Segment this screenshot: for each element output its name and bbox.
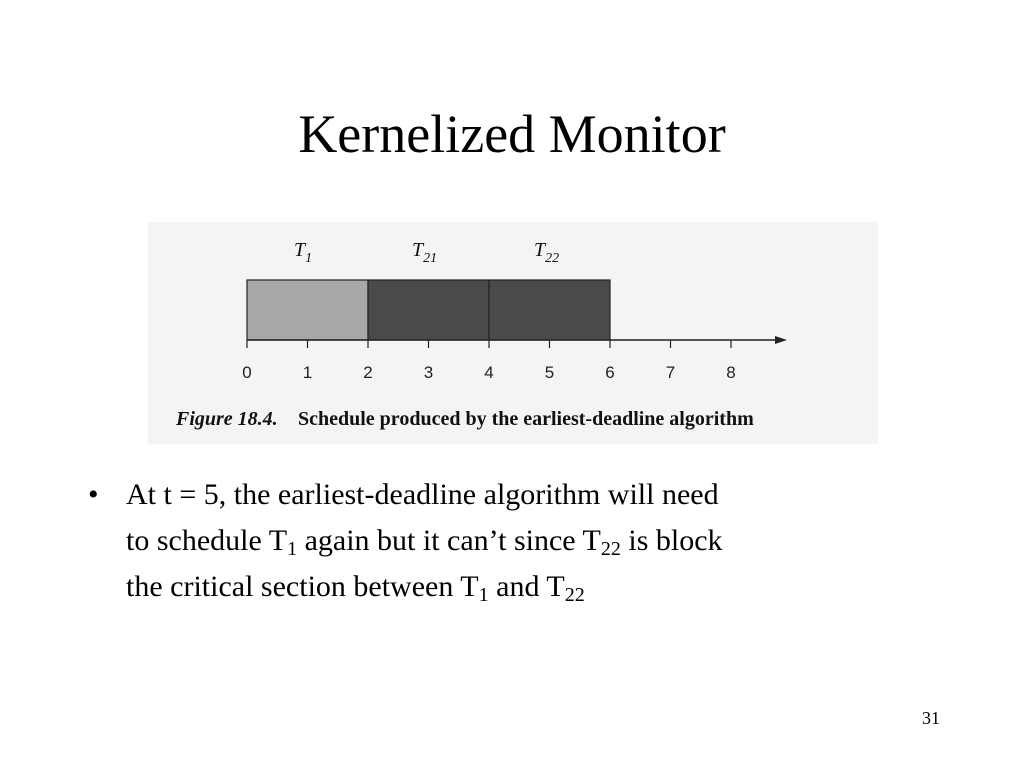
- bar-t1: [247, 280, 368, 340]
- bullet-line-3: [126, 564, 946, 610]
- figure-caption-label: Figure 18.4.: [176, 408, 278, 430]
- tick-label: 5: [544, 363, 555, 382]
- line2-text-c: is block: [620, 524, 723, 557]
- tick-label: 7: [665, 363, 676, 382]
- line3-text-b: and T: [488, 570, 565, 603]
- line3-text-a: the critical section between T: [126, 570, 479, 603]
- page-number: 31: [922, 708, 940, 728]
- task-label-t21: $T_{21}$: [412, 239, 438, 266]
- axis-arrow: [775, 336, 787, 344]
- task-label-t1: $T_1$: [294, 239, 313, 266]
- slide-title: Kernelized Monitor: [298, 104, 726, 164]
- bar-t21: [368, 280, 489, 340]
- line3-sub-b: 22: [564, 584, 585, 606]
- bullet-text: [126, 472, 946, 610]
- bullet-line-2: [126, 518, 946, 564]
- bullet-symbol: •: [88, 478, 99, 511]
- line2-sub-a: 1: [287, 538, 298, 560]
- line2-sub-b: 22: [600, 538, 621, 560]
- line3-sub-a: 1: [478, 584, 489, 606]
- tick-label: 2: [363, 363, 373, 382]
- figure-caption-text: Schedule produced by the earliest-deadline algorithm: [298, 408, 754, 430]
- schedule-chart: [148, 222, 878, 444]
- bar-t22: [489, 280, 610, 340]
- line2-text-a: to schedule T: [126, 524, 288, 557]
- tick-label: 8: [726, 363, 736, 382]
- tick-label: 0: [242, 363, 252, 382]
- schedule-figure: [148, 222, 878, 444]
- bullet-line-1: At t = 5, the earliest-deadline algorithm will need: [126, 478, 719, 511]
- task-label-t22: $T_{22}$: [534, 239, 560, 266]
- tick-label: 1: [302, 363, 313, 382]
- tick-label: 4: [484, 363, 494, 382]
- line2-text-b: again but it can’t since T: [297, 524, 601, 557]
- tick-label: 3: [423, 363, 434, 382]
- tick-label: 6: [605, 363, 615, 382]
